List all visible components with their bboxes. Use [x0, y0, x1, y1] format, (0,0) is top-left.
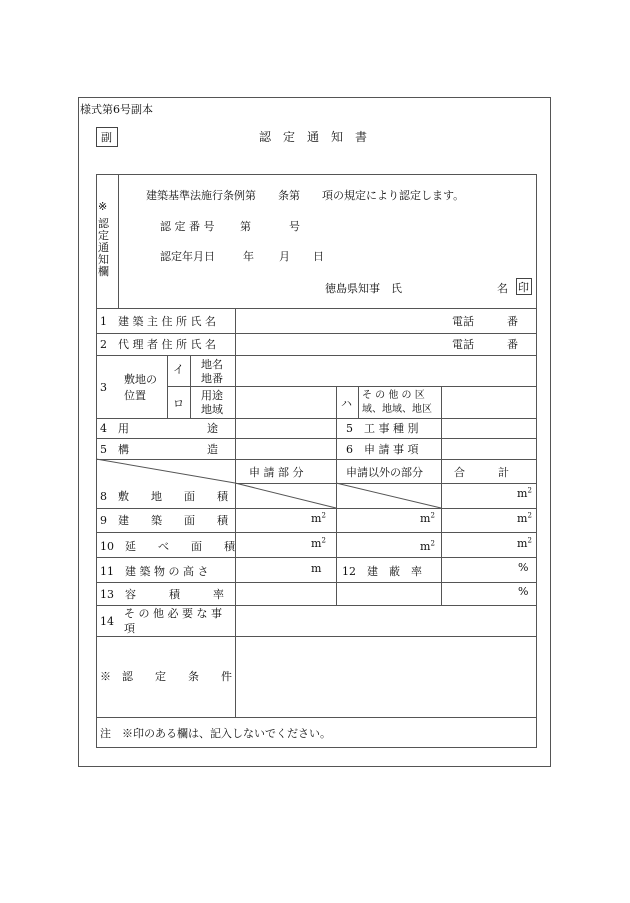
- far-label: 13 容 積 率: [100, 588, 224, 601]
- floor-area-unit-other: $m^2$: [420, 539, 435, 553]
- notice-side-label: 認定通知欄: [98, 217, 109, 278]
- cert-no-go: 号: [289, 220, 300, 233]
- site-i-1: 地名: [201, 358, 223, 371]
- col-total: 合 計: [454, 466, 509, 479]
- structure-num: 5: [100, 443, 107, 456]
- site-label-2: 位置: [124, 389, 146, 402]
- use-label-a: 用: [118, 422, 129, 435]
- height-unit: m: [311, 562, 322, 575]
- floor-area-label: 10 延 べ 面 積: [100, 540, 235, 553]
- site-label-1: 敷地の: [124, 373, 157, 386]
- far-unit: %: [518, 585, 529, 598]
- structure-label-b: 造: [207, 443, 218, 456]
- height-label: 11 建 築 物 の 高 さ: [100, 565, 209, 578]
- application-matters-label: 6 申 請 事 項: [346, 443, 419, 456]
- building-area-unit-applied: $m^2$: [311, 511, 326, 525]
- other-label-2: 項: [124, 622, 135, 635]
- copy-mark: 副: [101, 131, 112, 144]
- building-area-label: 9 建 築 面 積: [100, 514, 228, 527]
- use-num: 4: [100, 422, 107, 435]
- regulation-text: 建築基準法施行条例第 条第 項の規定により認定します。: [146, 189, 465, 202]
- work-type-label: 5 工 事 種 別: [346, 422, 419, 435]
- site-ro-2: 地域: [201, 403, 223, 416]
- site-i-2: 地番: [201, 372, 223, 385]
- notice-mark: ※: [98, 200, 108, 213]
- building-area-unit-other: $m^2$: [420, 511, 435, 525]
- site-area-unit-total: $m^2$: [517, 486, 532, 500]
- date-label: 認定年月日: [160, 250, 215, 263]
- col-other: 申請以外の部分: [346, 466, 423, 479]
- site-area-label: 8 敷 地 面 積: [100, 490, 228, 503]
- cert-no-dai: 第: [240, 220, 251, 233]
- applicant-label: 1 建 築 主 住 所 氏 名: [100, 315, 216, 328]
- structure-label-a: 構: [118, 443, 129, 456]
- site-ro-1: 用途: [201, 389, 223, 402]
- date-year: 年: [243, 250, 254, 263]
- agent-label: 2 代 理 者 住 所 氏 名: [100, 338, 216, 351]
- site-i-mark: イ: [173, 363, 184, 376]
- site-num: 3: [100, 381, 107, 394]
- coverage-unit: %: [518, 561, 529, 574]
- building-area-unit-total: $m^2$: [517, 511, 532, 525]
- site-ha-1: そ の 他 の 区: [362, 390, 425, 401]
- date-day: 日: [313, 250, 324, 263]
- coverage-label: 12 建 蔽 率: [342, 565, 422, 578]
- col-applied: 申 請 部 分: [249, 466, 304, 479]
- use-label-b: 途: [207, 422, 218, 435]
- issuer-name: 名: [497, 282, 508, 295]
- date-month: 月: [279, 250, 290, 263]
- form-id: 様式第6号副本: [80, 103, 153, 116]
- floor-area-unit-applied: $m^2$: [311, 536, 326, 550]
- site-ro-mark: ロ: [173, 397, 184, 410]
- issuer: 徳島県知事 氏: [325, 282, 402, 295]
- site-ha-mark: ハ: [341, 397, 352, 410]
- agent-tel: 電話 番: [452, 338, 518, 351]
- doc-title: 認 定 通 知 書: [259, 130, 368, 144]
- applicant-tel: 電話 番: [452, 315, 518, 328]
- site-ha-2: 域、地域、地区: [362, 404, 432, 415]
- other-num: 14: [100, 615, 114, 628]
- cert-no-label: 認 定 番 号: [160, 220, 215, 233]
- footnote: 注 ※印のある欄は、記入しないでください。: [100, 727, 331, 740]
- seal: 印: [518, 281, 529, 294]
- other-label-1: そ の 他 必 要 な 事: [124, 607, 222, 620]
- conditions-label: ※ 認 定 条 件: [100, 670, 232, 683]
- floor-area-unit-total: $m^2$: [517, 536, 532, 550]
